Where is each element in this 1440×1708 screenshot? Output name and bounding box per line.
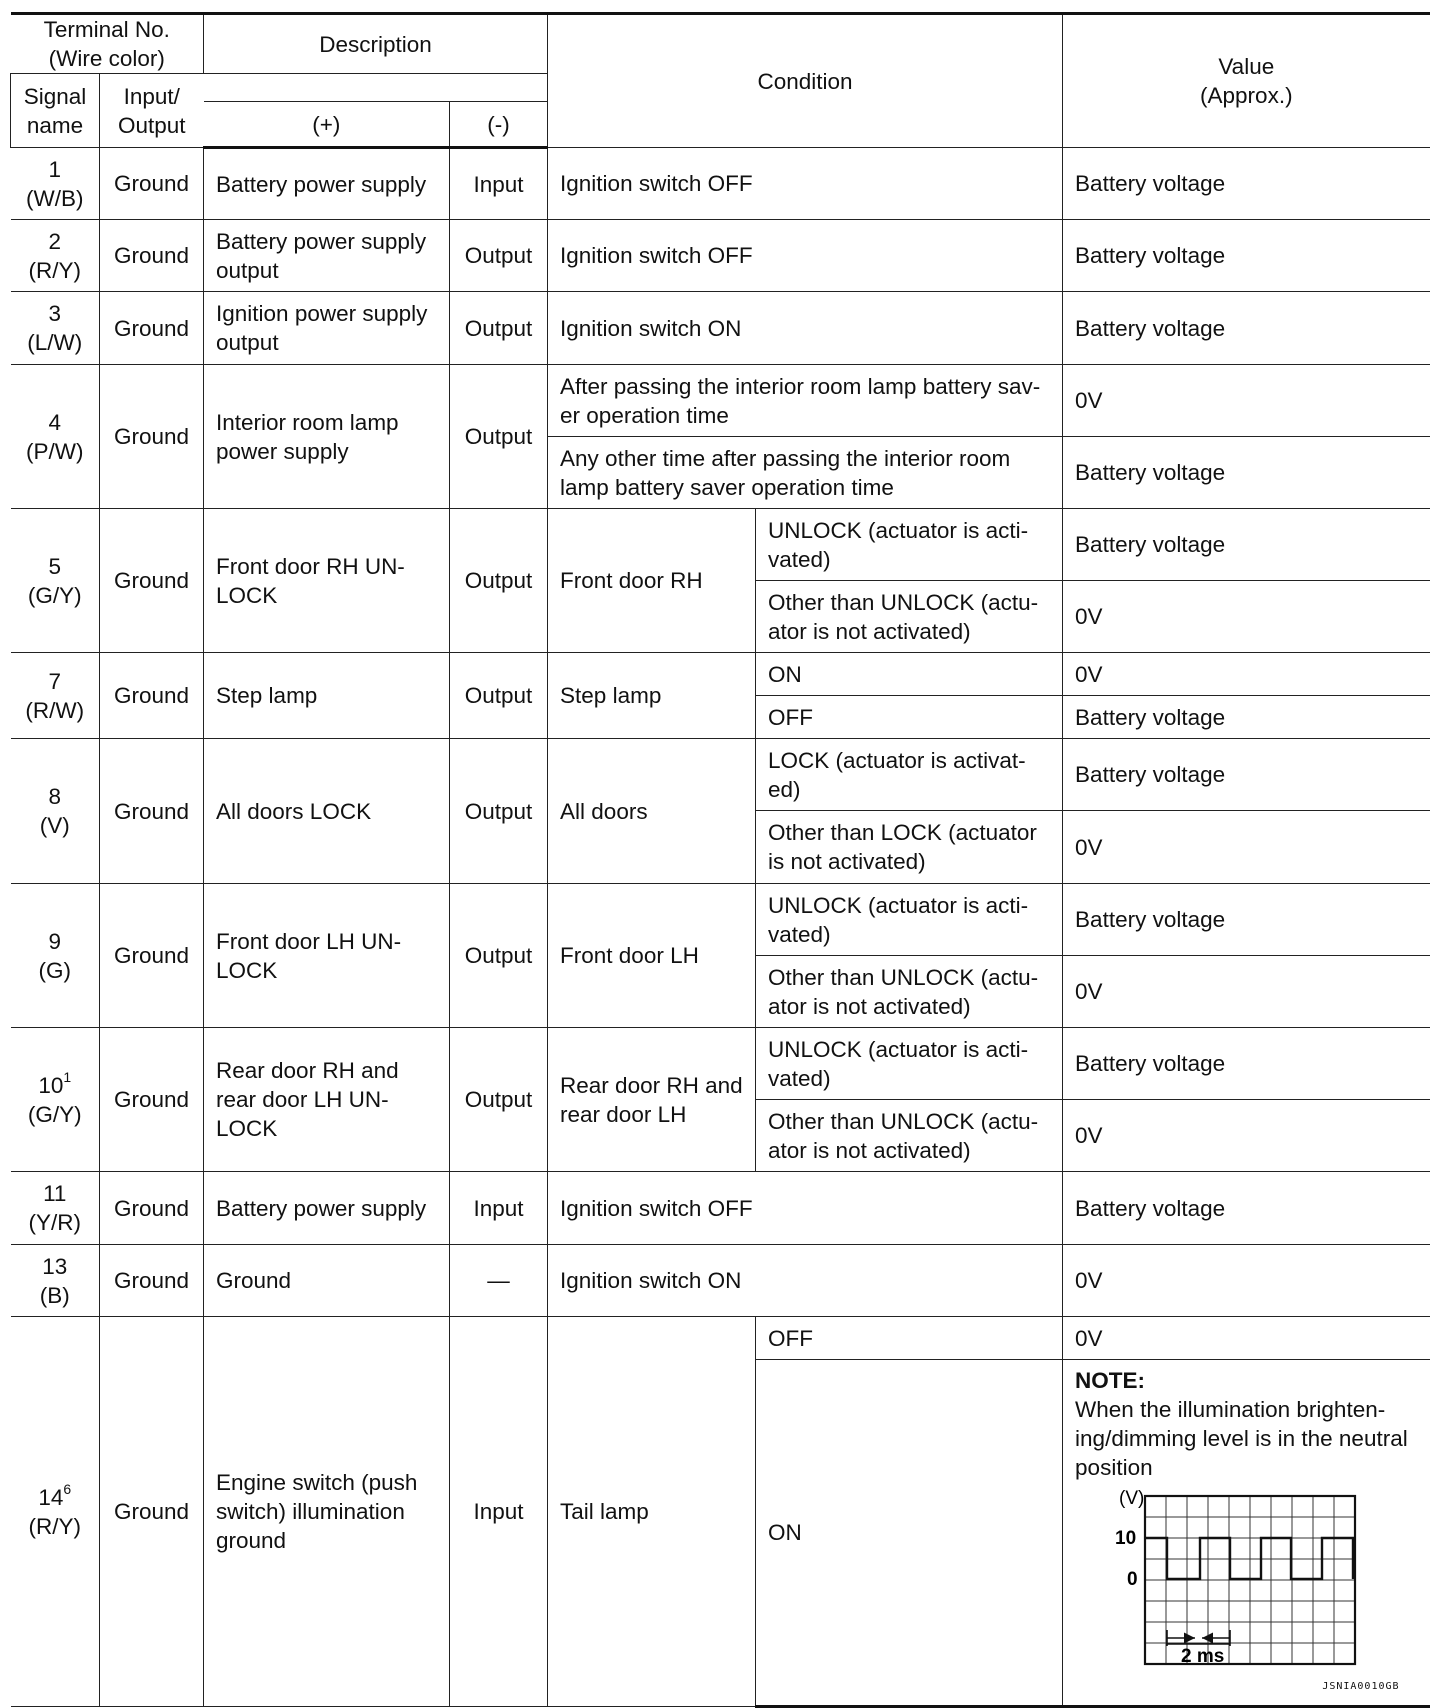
- minus-cell: Ground: [100, 148, 204, 220]
- signal-cell: Engine switch (push switch) illumination ground: [204, 1317, 450, 1707]
- header-condition: Condition: [548, 14, 1063, 148]
- minus-cell: Ground: [100, 509, 204, 653]
- header-value: Value (Approx.): [1063, 14, 1430, 148]
- sub-condition-cell: ON: [756, 1360, 1063, 1707]
- terminal-cell: 9 (G): [11, 884, 100, 1028]
- header-terminal-no: Terminal No. (Wire color): [11, 14, 204, 74]
- io-cell: Output: [450, 220, 548, 292]
- condition-cell: Ignition switch OFF: [548, 148, 1063, 220]
- value-cell: 0V: [1063, 956, 1430, 1028]
- value-cell: 0V: [1063, 365, 1430, 437]
- condition-cell: Tail lamp: [548, 1317, 756, 1707]
- header-input-output: Input/ Output: [100, 74, 204, 148]
- io-cell: Input: [450, 148, 548, 220]
- value-cell: Battery voltage: [1063, 509, 1430, 581]
- condition-cell: After passing the interior room lamp battery sav-er operation time: [548, 365, 1063, 437]
- value-cell: Battery voltage: [1063, 1172, 1430, 1245]
- table-row: [11, 1028, 1430, 1100]
- value-cell: Battery voltage: [1063, 437, 1430, 509]
- terminal-cell: 11 (Y/R): [11, 1172, 100, 1245]
- signal-cell: Battery power supply output: [204, 220, 450, 292]
- terminal-cell: $10^1$ (G/Y): [11, 1028, 100, 1172]
- terminal-cell: 13 (B): [11, 1245, 100, 1317]
- signal-cell: Battery power supply: [204, 1172, 450, 1245]
- sub-condition-cell: Other than LOCK (actuator is not activated): [756, 811, 1063, 884]
- terminal-cell: 5 (G/Y): [11, 509, 100, 653]
- sub-condition-cell: OFF: [756, 696, 1063, 739]
- minus-cell: Ground: [100, 653, 204, 739]
- signal-cell: Ignition power supply output: [204, 292, 450, 365]
- value-cell: Battery voltage: [1063, 696, 1430, 739]
- value-cell: 0V: [1063, 811, 1430, 884]
- note-text: When the illumination brighten-ing/dimming level is in the neutral position: [1075, 1397, 1408, 1480]
- signal-cell: Battery power supply: [204, 148, 450, 220]
- waveform-unit-label: (V): [1119, 1488, 1145, 1509]
- figure-id: JSNIA0010GB: [1322, 1681, 1400, 1692]
- value-cell: Battery voltage: [1063, 739, 1430, 811]
- io-cell: Input: [450, 1317, 548, 1707]
- minus-cell: Ground: [100, 1028, 204, 1172]
- waveform-figure: [1075, 1486, 1418, 1674]
- minus-cell: Ground: [100, 884, 204, 1028]
- minus-cell: Ground: [100, 739, 204, 884]
- note-title: NOTE:: [1075, 1368, 1146, 1393]
- sub-condition-cell: UNLOCK (actuator is acti-vated): [756, 1028, 1063, 1100]
- terminal-table: [10, 12, 1430, 1708]
- table-row: [11, 1245, 1430, 1317]
- condition-cell: Ignition switch ON: [548, 292, 1063, 365]
- terminal-cell: 1 (W/B): [11, 148, 100, 220]
- table-row: [11, 148, 1430, 220]
- terminal-cell: 2 (R/Y): [11, 220, 100, 292]
- value-cell: Battery voltage: [1063, 884, 1430, 956]
- condition-cell: Rear door RH and rear door LH: [548, 1028, 756, 1172]
- io-cell: Output: [450, 509, 548, 653]
- header-minus: (-): [450, 102, 548, 148]
- table-row: [11, 509, 1430, 581]
- waveform-svg: [1085, 1486, 1375, 1672]
- table-row: [11, 1317, 1430, 1360]
- signal-cell: Front door RH UN-LOCK: [204, 509, 450, 653]
- minus-cell: Ground: [100, 220, 204, 292]
- sub-condition-cell: ON: [756, 653, 1063, 696]
- waveform-y-low-label: 0: [1127, 1569, 1138, 1590]
- condition-cell: All doors: [548, 739, 756, 884]
- table-row: [11, 292, 1430, 365]
- condition-cell: Front door LH: [548, 884, 756, 1028]
- value-cell: Battery voltage: [1063, 220, 1430, 292]
- signal-cell: Step lamp: [204, 653, 450, 739]
- io-cell: Output: [450, 365, 548, 509]
- condition-cell: Ignition switch OFF: [548, 1172, 1063, 1245]
- waveform-time-label: 2 ms: [1181, 1646, 1225, 1667]
- signal-cell: Interior room lamp power supply: [204, 365, 450, 509]
- table-row: [11, 739, 1430, 811]
- value-cell: Battery voltage: [1063, 148, 1430, 220]
- value-cell: 0V: [1063, 581, 1430, 653]
- value-cell: 0V: [1063, 1100, 1430, 1172]
- io-cell: Output: [450, 739, 548, 884]
- value-cell: 0V: [1063, 1317, 1430, 1360]
- io-cell: Output: [450, 292, 548, 365]
- condition-cell: Any other time after passing the interior room lamp battery saver operation time: [548, 437, 1063, 509]
- sub-condition-cell: OFF: [756, 1317, 1063, 1360]
- terminal-table-sheet: [10, 12, 1429, 1708]
- sub-condition-cell: Other than UNLOCK (actu-ator is not activated): [756, 1100, 1063, 1172]
- sub-condition-cell: LOCK (actuator is activat-ed): [756, 739, 1063, 811]
- header-plus: (+): [204, 102, 450, 148]
- condition-cell: Step lamp: [548, 653, 756, 739]
- table-row: [11, 365, 1430, 437]
- minus-cell: Ground: [100, 1317, 204, 1707]
- io-cell: Output: [450, 1028, 548, 1172]
- io-cell: Input: [450, 1172, 548, 1245]
- value-cell-waveform: [1063, 1360, 1430, 1707]
- signal-cell: All doors LOCK: [204, 739, 450, 884]
- sub-condition-cell: UNLOCK (actuator is acti-vated): [756, 509, 1063, 581]
- table-row: [11, 884, 1430, 956]
- minus-cell: Ground: [100, 292, 204, 365]
- value-cell: 0V: [1063, 1245, 1430, 1317]
- value-cell: 0V: [1063, 653, 1430, 696]
- value-cell: Battery voltage: [1063, 1028, 1430, 1100]
- signal-cell: Ground: [204, 1245, 450, 1317]
- terminal-cell: 4 (P/W): [11, 365, 100, 509]
- table-row: [11, 653, 1430, 696]
- minus-cell: Ground: [100, 365, 204, 509]
- terminal-cell: 8 (V): [11, 739, 100, 884]
- terminal-cell: 7 (R/W): [11, 653, 100, 739]
- io-cell: Output: [450, 653, 548, 739]
- sub-condition-cell: UNLOCK (actuator is acti-vated): [756, 884, 1063, 956]
- condition-cell: Ignition switch ON: [548, 1245, 1063, 1317]
- terminal-cell: 3 (L/W): [11, 292, 100, 365]
- sub-condition-cell: Other than UNLOCK (actu-ator is not activated): [756, 581, 1063, 653]
- header-signal-name: Signal name: [11, 74, 100, 148]
- sub-condition-cell: Other than UNLOCK (actu-ator is not activated): [756, 956, 1063, 1028]
- table-row: [11, 220, 1430, 292]
- signal-cell: Front door LH UN-LOCK: [204, 884, 450, 1028]
- waveform-y-high-label: 10: [1115, 1528, 1137, 1549]
- condition-cell: Ignition switch OFF: [548, 220, 1063, 292]
- condition-cell: Front door RH: [548, 509, 756, 653]
- terminal-cell: $14^6$ (R/Y): [11, 1317, 100, 1707]
- signal-cell: Rear door RH and rear door LH UN-LOCK: [204, 1028, 450, 1172]
- io-cell: Output: [450, 884, 548, 1028]
- minus-cell: Ground: [100, 1245, 204, 1317]
- io-cell: —: [450, 1245, 548, 1317]
- value-cell: Battery voltage: [1063, 292, 1430, 365]
- minus-cell: Ground: [100, 1172, 204, 1245]
- table-row: [11, 1172, 1430, 1245]
- header-description: Description: [204, 14, 548, 74]
